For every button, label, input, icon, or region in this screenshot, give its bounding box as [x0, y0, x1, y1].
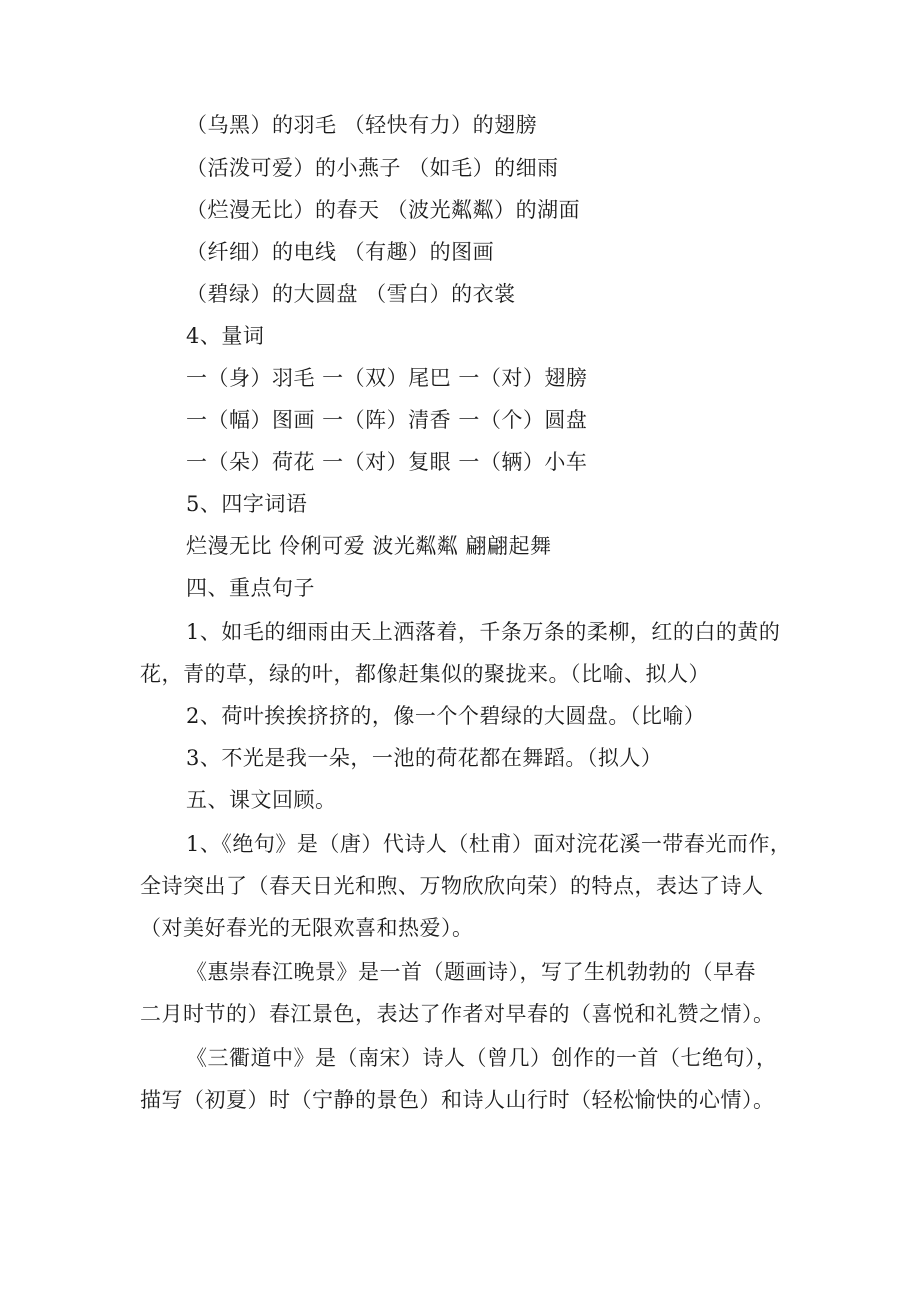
- key-sentence-2: 2、荷叶挨挨挤挤的，像一个个碧绿的大圆盘。（比喻）: [186, 704, 706, 728]
- adjective-pair-1: （乌黑）的羽毛 （轻快有力）的翅膀: [186, 113, 538, 137]
- review-2-line-1: 《惠崇春江晚景》是一首（题画诗），写了生机勃勃的（早春: [186, 960, 756, 984]
- key-sentence-1-line-1: 1、如毛的细雨由天上洒落着，千条万条的柔柳，红的白的黄的: [186, 620, 781, 644]
- adjective-pair-4: （纤细）的电线 （有趣）的图画: [186, 240, 495, 264]
- review-2-line-2: 二月时节的）春江景色，表达了作者对早春的（喜悦和礼赞之情）。: [140, 1002, 775, 1026]
- adjective-pair-5: （碧绿）的大圆盘 （雪白）的衣裳: [186, 282, 516, 306]
- part4-title: 四、重点句子: [186, 576, 315, 600]
- measure-words-row-1: 一（身）羽毛 一（双）尾巴 一（对）翅膀: [186, 366, 588, 390]
- key-sentence-1-line-2: 花，青的草，绿的叶，都像赶集似的聚拢来。（比喻、拟人）: [140, 662, 710, 686]
- four-char-words: 烂漫无比 伶俐可爱 波光粼粼 翩翩起舞: [186, 534, 552, 558]
- review-3-line-2: 描写（初夏）时（宁静的景色）和诗人山行时（轻松愉快的心情）。: [140, 1088, 775, 1112]
- section5-title: 5、四字词语: [186, 492, 308, 516]
- review-1-line-1: 1、《绝句》是（唐）代诗人（杜甫）面对浣花溪一带春光而作，: [186, 832, 792, 856]
- adjective-pair-2: （活泼可爱）的小燕子 （如毛）的细雨: [186, 156, 559, 180]
- adjective-pair-3: （烂漫无比）的春天 （波光粼粼）的湖面: [186, 198, 581, 222]
- review-1-line-3: （对美好春光的无限欢喜和热爱）。: [140, 916, 474, 940]
- review-3-line-1: 《三衢道中》是（南宋）诗人（曾几）创作的一首（七绝句），: [186, 1046, 778, 1070]
- measure-words-row-3: 一（朵）荷花 一（对）复眼 一（辆）小车: [186, 450, 588, 474]
- part5-title: 五、课文回顾。: [186, 788, 337, 812]
- measure-words-row-2: 一（幅）图画 一（阵）清香 一（个）圆盘: [186, 408, 588, 432]
- key-sentence-3: 3、不光是我一朵，一池的荷花都在舞蹈。（拟人）: [186, 746, 663, 770]
- review-1-line-2: 全诗突出了（春天日光和煦、万物欣欣向荣）的特点，表达了诗人: [140, 874, 764, 898]
- section4-title: 4、量词: [186, 324, 265, 348]
